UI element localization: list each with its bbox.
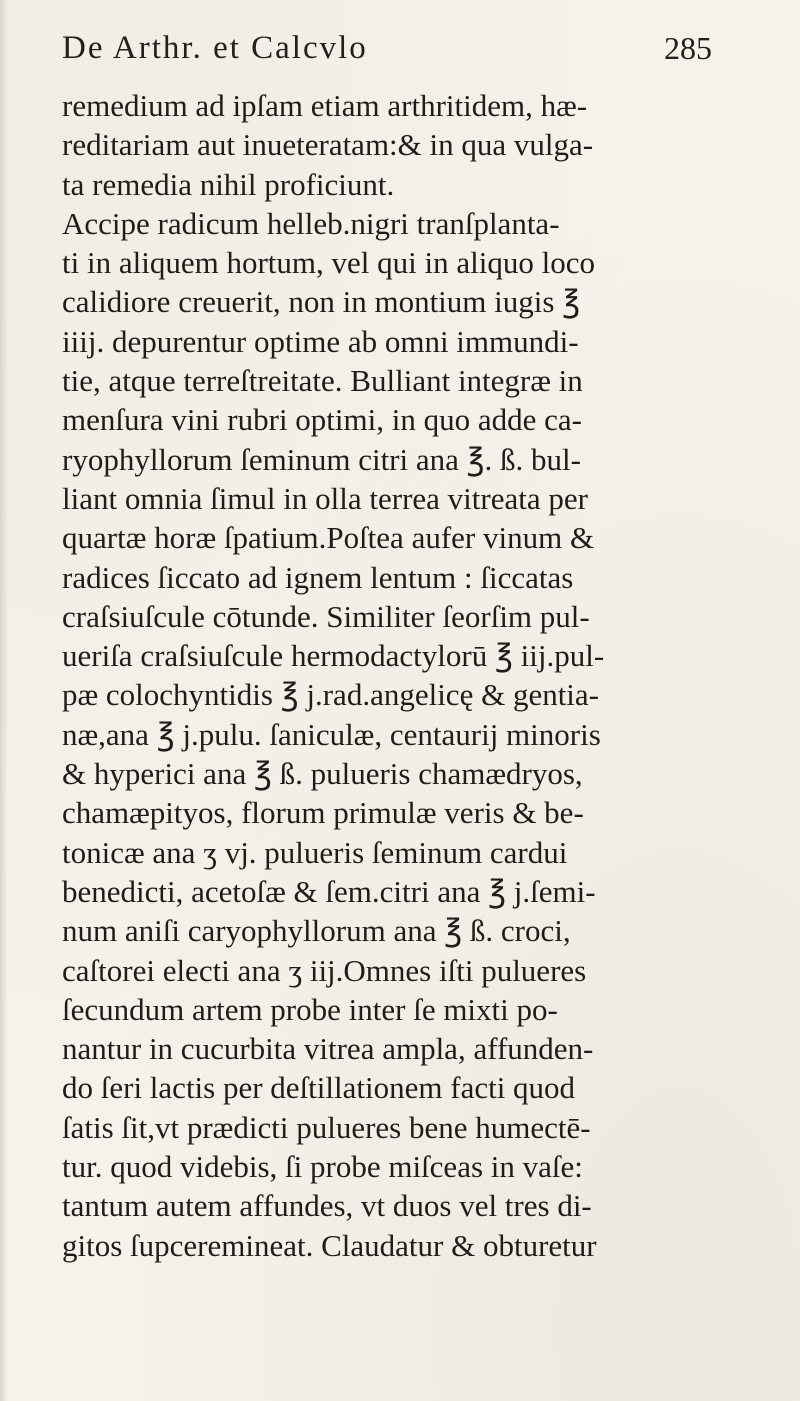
- page-gutter-shadow: [0, 0, 8, 1401]
- text-line: craſsiuſcule cōtunde. Similiter ſeorſim pul-: [62, 598, 590, 634]
- page-number: 285: [664, 30, 712, 66]
- text-line: caſtorei electi ana ʒ iij.Omnes iſti pulueres: [62, 952, 587, 988]
- running-head: De Arthr. et Calcvlo: [62, 30, 368, 66]
- text-line: radices ſiccato ad ignem lentum : ſiccatas: [62, 559, 574, 595]
- page-header: [62, 26, 712, 84]
- text-line: næ,ana ℥ j.pulu. ſaniculæ, centaurij minoris: [62, 716, 601, 752]
- text-line: ueriſa craſsiuſcule hermodactylorū ℥ iij.pul-: [62, 638, 605, 674]
- body-text: [62, 86, 774, 1265]
- text-line: gitos ſupceremineat. Claudatur & obturetur: [62, 1227, 597, 1263]
- text-line: calidiore creuerit, non in montium iugis ℥: [62, 284, 581, 320]
- text-line: ſecundum artem probe inter ſe mixti po-: [62, 991, 558, 1027]
- text-line: quartæ horæ ſpatium.Poſtea aufer vinum &: [62, 520, 595, 556]
- text-line: ryophyllorum ſeminum citri ana ℥. ß. bul-: [62, 441, 581, 477]
- text-line: num aniſi caryophyllorum ana ℥ ß. croci,: [62, 913, 571, 949]
- text-line: remedium ad ipſam etiam arthritidem, hæ-: [62, 88, 588, 123]
- text-line: tonicæ ana ʒ vj. pulueris ſeminum cardui: [62, 834, 568, 870]
- text-line: & hyperici ana ℥ ß. pulueris chamædryos,: [62, 756, 583, 792]
- text-line: tantum autem affundes, vt duos vel tres di-: [62, 1188, 592, 1224]
- text-line: Accipe radicum helleb.nigri tranſplanta-: [62, 205, 560, 241]
- text-line: menſura vini rubri optimi, in quo adde ca-: [62, 402, 582, 438]
- text-line: iiij. depurentur optime ab omni immundi-: [62, 323, 579, 359]
- text-line: reditariam aut inueteratam:& in qua vulga-: [62, 127, 594, 163]
- text-line: benedicti, acetoſæ & ſem.citri ana ℥ j.ſemi-: [62, 873, 596, 909]
- text-line: ſatis ſit,vt prædicti pulueres bene humectē-: [62, 1109, 591, 1145]
- text-line: ta remedia nihil proficiunt.: [62, 166, 395, 202]
- text-line: tur. quod videbis, ſi probe miſceas in vaſe:: [62, 1149, 583, 1185]
- text-line: liant omnia ſimul in olla terrea vitreata per: [62, 480, 588, 516]
- text-line: pæ colochyntidis ℥ j.rad.angelicę & gentia-: [62, 677, 600, 713]
- text-line: do ſeri lactis per deſtillationem facti quod: [62, 1070, 576, 1106]
- text-line: ti in aliquem hortum, vel qui in aliquo loco: [62, 245, 595, 281]
- text-line: chamæpityos, florum primulæ veris & be-: [62, 795, 584, 831]
- text-line: nantur in cucurbita vitrea ampla, affunden-: [62, 1031, 594, 1067]
- text-line: tie, atque terreſtreitate. Bulliant integræ in: [62, 363, 583, 399]
